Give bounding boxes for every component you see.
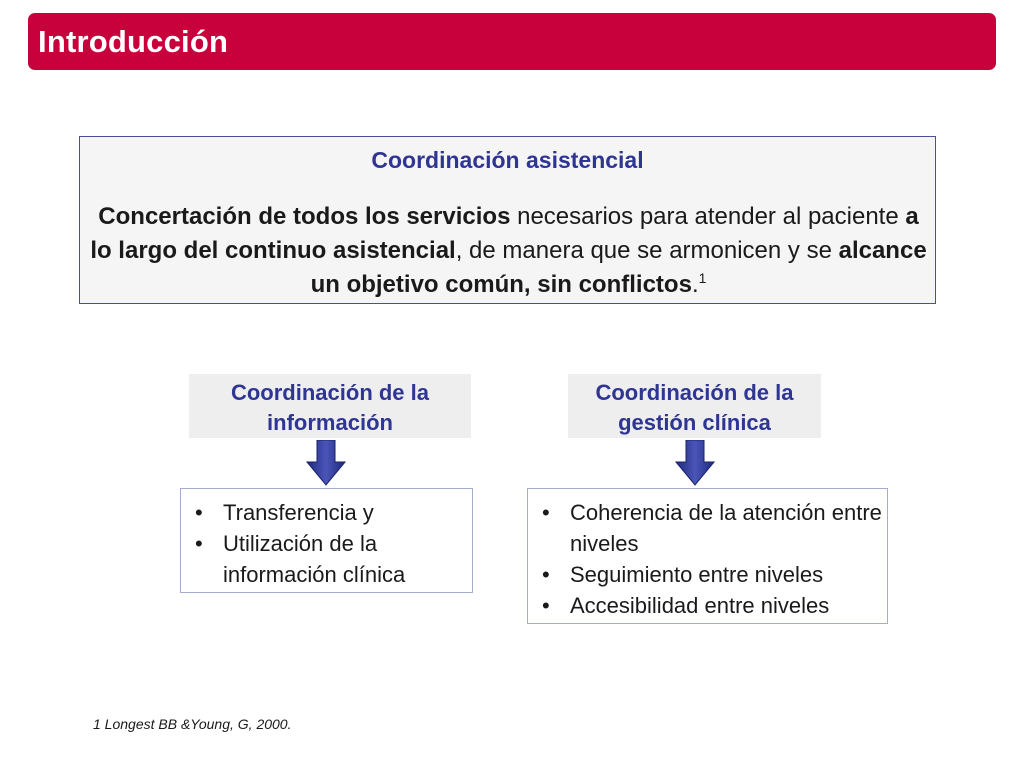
definition-bold-5: alcance un objetivo común, sin conflictos	[310, 237, 927, 298]
clinical-coordination-box	[568, 374, 821, 438]
definition-bold-3: a lo largo del continuo asistencial	[90, 203, 919, 264]
arrow-down-icon	[675, 440, 715, 486]
info-coordination-title-line2: información	[267, 410, 393, 435]
definition-heading: Coordinación asistencial	[371, 147, 644, 173]
list-item: • Utilización de la información clínica	[181, 528, 472, 590]
info-coordination-box	[189, 374, 471, 438]
clinical-coordination-title-line2: gestión clínica	[618, 410, 771, 435]
info-coordination-title-line1: Coordinación de la	[230, 380, 430, 405]
definition-bold-1: Concertación de todos los servicios	[98, 203, 511, 230]
definition-text-4: , de manera que se armonicen y se	[455, 237, 839, 264]
arrow-down-icon	[306, 440, 346, 486]
list-item: • Transferencia y	[181, 497, 472, 528]
clinical-coordination-title-line1: Coordinación de la	[595, 380, 794, 405]
definition-text-6: .	[691, 271, 699, 298]
footnote-marker: 1	[698, 270, 707, 286]
page-title: Introducción	[38, 24, 229, 59]
list-item: • Accesibilidad entre niveles	[528, 590, 887, 621]
footnote: 1 Longest BB &Young, G, 2000.	[93, 716, 292, 732]
definition-box	[79, 136, 936, 304]
info-coordination-list	[180, 488, 473, 593]
definition-text	[90, 200, 927, 302]
header-bar	[28, 13, 996, 70]
definition-text-2: necesarios para atender al paciente	[510, 203, 906, 230]
clinical-coordination-list	[527, 488, 888, 624]
list-item: • Seguimiento entre niveles	[528, 559, 887, 590]
list-item: • Coherencia de la atención entre niveles	[528, 497, 887, 559]
